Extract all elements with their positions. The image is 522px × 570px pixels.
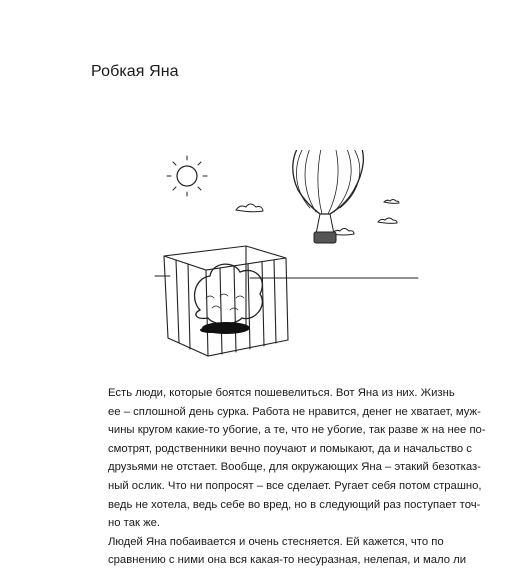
cage-icon [164,246,288,356]
chapter-body [90,384,486,570]
cloud-icon [384,200,399,204]
text-line: Есть люди, которые боятся пошевелиться. Вот Яна из них. Жизнь [108,387,455,399]
text-line: сравнению с ними она вся какая-то несуразная, нелепая, и мало ли [108,554,467,567]
text-line: ее – сплошной день сурка. Работа не нравится, денег не хватает, муж- [108,405,481,418]
text-line: друзьями не отстает. Вообще, для окружающих Яна – этакий безотказ- [108,461,481,474]
sun-icon [167,156,207,196]
chapter-title: Робкая Яна [91,63,179,80]
text-line: но так же. [108,517,161,530]
hot-air-balloon-icon [293,150,364,243]
cage-balloon-illustration [150,150,420,360]
paragraph-1 [90,384,486,533]
text-line: Людей Яна побаивается и очень стесняется. Ей кажется, что по [108,535,444,548]
text-line: ведь не хотела, ведь себе во вред, но в следующий раз поступает точ- [108,498,481,511]
cloud-icon [236,204,263,212]
fluffy-creature-icon [195,264,263,334]
paragraph-2 [90,533,467,570]
text-line: ный ослик. Что ни попросят – все сделает. Ругает себя потом страшно, [108,479,482,492]
text-line: смотрят, родственники вечно поучают и помыкают, да и начальство с [108,442,472,455]
text-line: чины кругом какие-то убогие, а те, что не убогие, так разве ж на нее по- [108,424,486,437]
cloud-icon [378,218,397,223]
